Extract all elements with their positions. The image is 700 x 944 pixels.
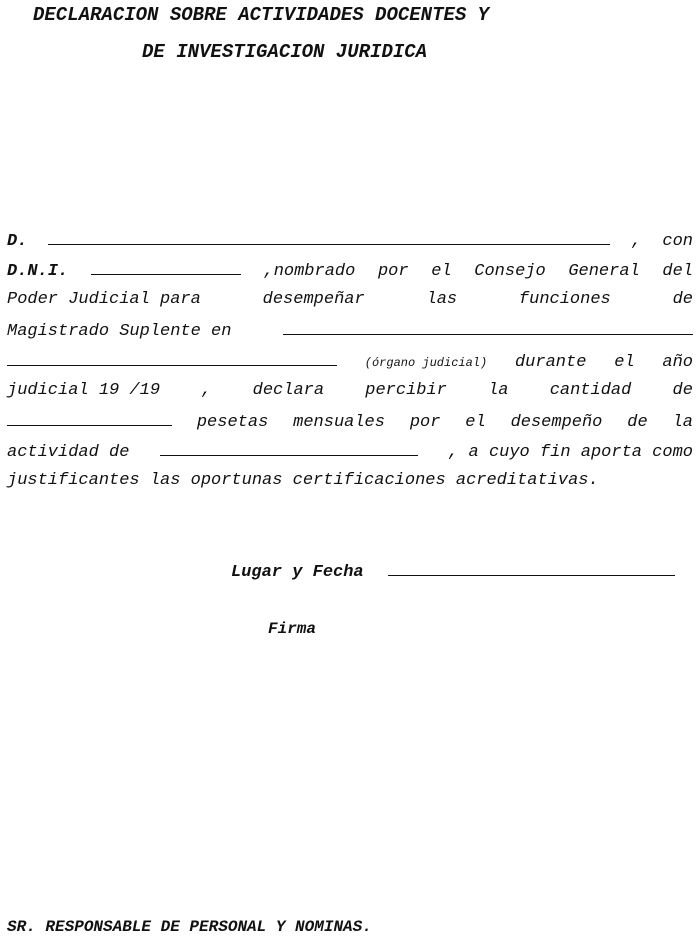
- text-declara: declara: [252, 381, 325, 400]
- declaration-line-6: [7, 381, 693, 407]
- text-por: por: [377, 262, 409, 281]
- document-title-line-2: DE INVESTIGACION JURIDICA: [142, 41, 428, 63]
- declaration-line-8: [7, 441, 693, 467]
- text-nombrado: ,nombrado: [263, 262, 356, 281]
- text-percibir: percibir: [365, 381, 447, 400]
- text-desempeno: desempeño: [510, 413, 603, 432]
- declaration-line-2: [7, 260, 693, 286]
- activity-blank: [160, 441, 418, 456]
- text-por-2: por: [409, 413, 441, 432]
- text-cantidad: cantidad: [549, 381, 632, 400]
- place-date-label: Lugar y Fecha: [231, 563, 364, 582]
- court-note: (órgano judicial): [364, 356, 488, 370]
- text-actividad-de: actividad de: [7, 443, 130, 462]
- name-prefix: D.: [7, 232, 28, 251]
- text-el-3: el: [465, 413, 486, 432]
- text-magistrado-suplente: Magistrado Suplente en: [7, 322, 232, 341]
- text-la: la: [488, 381, 509, 400]
- declaration-line-9: [7, 471, 693, 497]
- text-las: las: [426, 290, 458, 309]
- text-de-3: de: [627, 413, 648, 432]
- text-desempenar: desempeñar: [262, 290, 365, 309]
- declaration-line-7: [7, 411, 693, 437]
- comma-2: ,: [201, 381, 212, 400]
- text-pesetas: pesetas: [196, 413, 269, 432]
- text-del: del: [662, 262, 693, 281]
- text-ano: año: [662, 353, 693, 372]
- text-judicial-year: judicial 19 /19: [7, 381, 161, 400]
- declaration-line-4: [7, 320, 693, 346]
- place-date-blank: [388, 561, 675, 576]
- text-justificantes: justificantes las oportunas certificaciones acreditativas.: [7, 471, 599, 490]
- text-funciones: funciones: [518, 290, 611, 309]
- text-el-2: el: [614, 353, 635, 372]
- comma: ,: [631, 232, 642, 251]
- text-general: General: [568, 262, 640, 281]
- declaration-line-1: [7, 230, 693, 256]
- text-el: el: [431, 262, 452, 281]
- declaration-line-3: [7, 290, 693, 316]
- court-blank-2: [7, 351, 337, 366]
- text-de-2: de: [672, 381, 693, 400]
- name-blank: [48, 230, 610, 245]
- declaration-line-5: [7, 351, 693, 377]
- place-date-row: [231, 561, 675, 582]
- text-a-cuyo-fin: , a cuyo fin aporta como: [448, 443, 693, 462]
- signature-label: Firma: [268, 620, 317, 638]
- text-mensuales: mensuales: [293, 413, 385, 432]
- text-la-2: la: [672, 413, 693, 432]
- text-de: de: [672, 290, 693, 309]
- text-consejo: Consejo: [474, 262, 546, 281]
- dni-label: D.N.I.: [7, 262, 69, 281]
- document-title-line-1: DECLARACION SOBRE ACTIVIDADES DOCENTES Y: [33, 4, 490, 26]
- text-con: con: [662, 232, 693, 251]
- amount-blank: [7, 411, 172, 426]
- text-durante: durante: [514, 353, 587, 372]
- dni-blank: [91, 260, 241, 275]
- text-poder-judicial-para: Poder Judicial para: [7, 290, 201, 309]
- addressee: SR. RESPONSABLE DE PERSONAL Y NOMINAS.: [7, 918, 372, 936]
- court-blank-1: [283, 320, 693, 335]
